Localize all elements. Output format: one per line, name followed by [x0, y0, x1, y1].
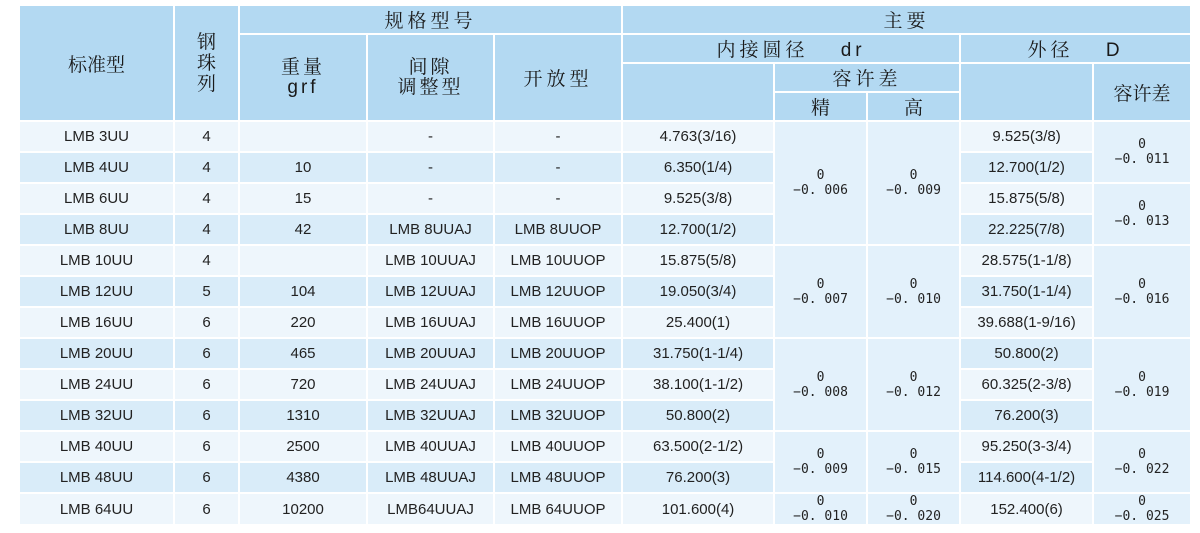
- table-row: [19, 152, 1191, 183]
- tolerance-value: 0: [816, 276, 825, 292]
- cell-ball-rows: 4: [174, 214, 239, 245]
- cell-model: LMB 4UU: [19, 152, 174, 183]
- tolerance-value: −0. 010: [886, 291, 941, 307]
- tolerance-value: 0: [909, 494, 918, 509]
- table-row: [19, 462, 1191, 493]
- tolerance-value: 0: [909, 276, 918, 292]
- header-open-type: 开放型: [494, 34, 622, 121]
- cell-adjustable-model: -: [367, 183, 494, 214]
- tolerance-value: 0: [909, 369, 918, 385]
- cell-weight: 42: [239, 214, 367, 245]
- cell-open-model: LMB 48UUOP: [494, 462, 622, 493]
- cell-D-tolerance: [1093, 493, 1191, 525]
- cell-weight: [239, 245, 367, 276]
- cell-open-model: LMB 24UUOP: [494, 369, 622, 400]
- tolerance-value: −0. 020: [886, 509, 941, 524]
- tolerance-value: 0: [816, 447, 825, 462]
- cell-dr-tolerance-high: [867, 431, 960, 493]
- header-ball-rows: 钢 珠 列: [174, 5, 239, 121]
- cell-adjustable-model: LMB 16UUAJ: [367, 307, 494, 338]
- cell-open-model: LMB 20UUOP: [494, 338, 622, 369]
- cell-inner-diameter: 76.200(3): [622, 462, 774, 493]
- cell-ball-rows: 6: [174, 338, 239, 369]
- tolerance-value: 0: [1138, 369, 1146, 385]
- bearing-spec-table: [18, 4, 1192, 526]
- cell-model: LMB 64UU: [19, 493, 174, 525]
- cell-adjustable-model: LMB 32UUAJ: [367, 400, 494, 431]
- cell-open-model: LMB 12UUOP: [494, 276, 622, 307]
- cell-ball-rows: 6: [174, 462, 239, 493]
- tolerance-value: 0: [816, 494, 825, 509]
- cell-inner-diameter: 9.525(3/8): [622, 183, 774, 214]
- header-spec-group: 规格型号: [239, 5, 622, 34]
- cell-model: LMB 10UU: [19, 245, 174, 276]
- cell-weight: 104: [239, 276, 367, 307]
- cell-weight: 220: [239, 307, 367, 338]
- cell-open-model: LMB 16UUOP: [494, 307, 622, 338]
- cell-D-tolerance: [1093, 245, 1191, 338]
- cell-model: LMB 32UU: [19, 400, 174, 431]
- cell-dr-tolerance-high: [867, 338, 960, 431]
- cell-dr-tolerance-high: [867, 245, 960, 338]
- cell-outer-diameter: 28.575(1-1/8): [960, 245, 1093, 276]
- cell-adjustable-model: -: [367, 121, 494, 152]
- cell-inner-diameter: 6.350(1/4): [622, 152, 774, 183]
- cell-D-tolerance: [1093, 338, 1191, 431]
- tolerance-value: 0: [1138, 137, 1146, 152]
- header-D-tolerance: 容许差: [1093, 63, 1191, 121]
- cell-ball-rows: 4: [174, 183, 239, 214]
- cell-inner-diameter: 38.100(1-1/2): [622, 369, 774, 400]
- cell-inner-diameter: 25.400(1): [622, 307, 774, 338]
- cell-model: LMB 6UU: [19, 183, 174, 214]
- tolerance-value: 0: [909, 447, 918, 462]
- cell-weight: 10: [239, 152, 367, 183]
- cell-ball-rows: 4: [174, 152, 239, 183]
- cell-inner-diameter: 101.600(4): [622, 493, 774, 525]
- cell-ball-rows: 4: [174, 121, 239, 152]
- cell-outer-diameter: 39.688(1-9/16): [960, 307, 1093, 338]
- table-row: [19, 493, 1191, 525]
- tolerance-value: −0. 008: [793, 384, 848, 400]
- table-row: [19, 183, 1191, 214]
- table-row: [19, 121, 1191, 152]
- cell-outer-diameter: 76.200(3): [960, 400, 1093, 431]
- cell-adjustable-model: LMB 40UUAJ: [367, 431, 494, 462]
- cell-dr-tolerance-precision: [774, 431, 867, 493]
- cell-weight: 10200: [239, 493, 367, 525]
- cell-weight: 465: [239, 338, 367, 369]
- tolerance-value: 0: [1138, 276, 1146, 292]
- cell-outer-diameter: 114.600(4-1/2): [960, 462, 1093, 493]
- cell-inner-diameter: 12.700(1/2): [622, 214, 774, 245]
- cell-dr-tolerance-precision: [774, 245, 867, 338]
- cell-open-model: LMB 64UUOP: [494, 493, 622, 525]
- cell-inner-diameter: 50.800(2): [622, 400, 774, 431]
- cell-open-model: -: [494, 121, 622, 152]
- cell-model: LMB 8UU: [19, 214, 174, 245]
- cell-model: LMB 16UU: [19, 307, 174, 338]
- tolerance-value: 0: [1138, 494, 1146, 509]
- header-outer-diameter: 外径 D: [960, 34, 1191, 63]
- cell-weight: 1310: [239, 400, 367, 431]
- tolerance-value: −0. 022: [1114, 462, 1170, 477]
- cell-D-tolerance: [1093, 431, 1191, 493]
- cell-outer-diameter: 60.325(2-3/8): [960, 369, 1093, 400]
- header-weight: 重量 grf: [239, 34, 367, 121]
- table-row: [19, 338, 1191, 369]
- table-row: [19, 276, 1191, 307]
- cell-outer-diameter: 9.525(3/8): [960, 121, 1093, 152]
- header-dr-tolerance: 容许差: [774, 63, 960, 92]
- cell-model: LMB 12UU: [19, 276, 174, 307]
- tolerance-value: −0. 007: [793, 291, 848, 307]
- cell-ball-rows: 6: [174, 400, 239, 431]
- header-inner-diameter: 内接圆径 dr: [622, 34, 960, 63]
- tolerance-value: −0. 015: [886, 462, 941, 477]
- cell-inner-diameter: 19.050(3/4): [622, 276, 774, 307]
- tolerance-value: −0. 012: [886, 384, 941, 400]
- cell-ball-rows: 6: [174, 307, 239, 338]
- cell-dr-tolerance-precision: [774, 338, 867, 431]
- cell-inner-diameter: 31.750(1-1/4): [622, 338, 774, 369]
- cell-dr-tolerance-precision: [774, 121, 867, 245]
- tolerance-value: −0. 010: [793, 509, 848, 524]
- header-D-value-blank: [960, 63, 1093, 121]
- tolerance-value: 0: [1138, 199, 1146, 214]
- table-row: [19, 245, 1191, 276]
- cell-adjustable-model: LMB 12UUAJ: [367, 276, 494, 307]
- tolerance-value: −0. 025: [1114, 509, 1170, 524]
- cell-dr-tolerance-high: [867, 121, 960, 245]
- cell-model: LMB 40UU: [19, 431, 174, 462]
- tolerance-value: −0. 009: [793, 462, 848, 477]
- header-dr-value-blank: [622, 63, 774, 121]
- cell-D-tolerance: [1093, 121, 1191, 183]
- cell-weight: 4380: [239, 462, 367, 493]
- table-row: [19, 400, 1191, 431]
- cell-adjustable-model: LMB 24UUAJ: [367, 369, 494, 400]
- cell-ball-rows: 5: [174, 276, 239, 307]
- cell-adjustable-model: LMB64UUAJ: [367, 493, 494, 525]
- table-row: [19, 431, 1191, 462]
- cell-ball-rows: 6: [174, 493, 239, 525]
- cell-ball-rows: 4: [174, 245, 239, 276]
- cell-dr-tolerance-high: [867, 493, 960, 525]
- table-header: [19, 5, 1191, 121]
- cell-model: LMB 3UU: [19, 121, 174, 152]
- tolerance-value: 0: [1138, 447, 1146, 462]
- cell-inner-diameter: 63.500(2-1/2): [622, 431, 774, 462]
- cell-adjustable-model: -: [367, 152, 494, 183]
- table-body: [19, 121, 1191, 525]
- header-precision: 精: [774, 92, 867, 121]
- header-standard: 标准型: [19, 5, 174, 121]
- cell-model: LMB 20UU: [19, 338, 174, 369]
- cell-ball-rows: 6: [174, 369, 239, 400]
- cell-outer-diameter: 95.250(3-3/4): [960, 431, 1093, 462]
- cell-outer-diameter: 152.400(6): [960, 493, 1093, 525]
- cell-open-model: -: [494, 183, 622, 214]
- tolerance-value: −0. 011: [1114, 152, 1170, 167]
- cell-outer-diameter: 12.700(1/2): [960, 152, 1093, 183]
- cell-open-model: LMB 8UUOP: [494, 214, 622, 245]
- cell-ball-rows: 6: [174, 431, 239, 462]
- cell-adjustable-model: LMB 20UUAJ: [367, 338, 494, 369]
- tolerance-value: −0. 013: [1114, 214, 1170, 229]
- table-row: [19, 307, 1191, 338]
- cell-outer-diameter: 31.750(1-1/4): [960, 276, 1093, 307]
- cell-adjustable-model: LMB 10UUAJ: [367, 245, 494, 276]
- cell-outer-diameter: 15.875(5/8): [960, 183, 1093, 214]
- cell-open-model: LMB 10UUOP: [494, 245, 622, 276]
- cell-D-tolerance: [1093, 183, 1191, 245]
- cell-model: LMB 48UU: [19, 462, 174, 493]
- cell-model: LMB 24UU: [19, 369, 174, 400]
- cell-weight: [239, 121, 367, 152]
- cell-dr-tolerance-precision: [774, 493, 867, 525]
- tolerance-value: 0: [816, 168, 825, 183]
- tolerance-value: 0: [816, 369, 825, 385]
- cell-weight: 2500: [239, 431, 367, 462]
- cell-inner-diameter: 4.763(3/16): [622, 121, 774, 152]
- cell-weight: 720: [239, 369, 367, 400]
- cell-inner-diameter: 15.875(5/8): [622, 245, 774, 276]
- cell-outer-diameter: 22.225(7/8): [960, 214, 1093, 245]
- table-row: [19, 369, 1191, 400]
- tolerance-value: −0. 019: [1114, 384, 1170, 400]
- cell-open-model: LMB 40UUOP: [494, 431, 622, 462]
- tolerance-value: −0. 009: [886, 183, 941, 198]
- cell-outer-diameter: 50.800(2): [960, 338, 1093, 369]
- tolerance-value: −0. 016: [1114, 291, 1170, 307]
- cell-adjustable-model: LMB 8UUAJ: [367, 214, 494, 245]
- header-adjustable: 间隙 调整型: [367, 34, 494, 121]
- tolerance-value: −0. 006: [793, 183, 848, 198]
- header-high: 高: [867, 92, 960, 121]
- cell-open-model: -: [494, 152, 622, 183]
- table-row: [19, 214, 1191, 245]
- header-main-group: 主要: [622, 5, 1191, 34]
- cell-weight: 15: [239, 183, 367, 214]
- tolerance-value: 0: [909, 168, 918, 183]
- cell-open-model: LMB 32UUOP: [494, 400, 622, 431]
- cell-adjustable-model: LMB 48UUAJ: [367, 462, 494, 493]
